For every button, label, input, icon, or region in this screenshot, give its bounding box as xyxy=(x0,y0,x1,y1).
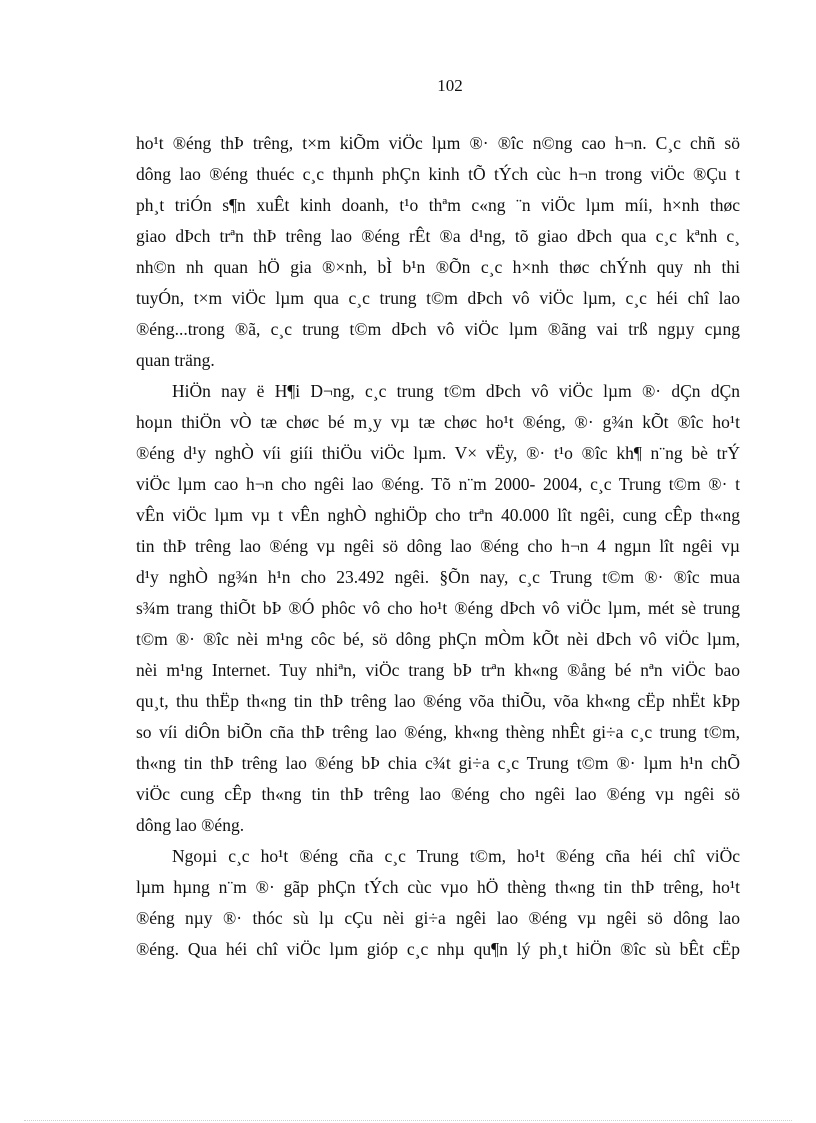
paragraph-3 xyxy=(136,841,740,965)
text-line: ®éng nµy ®· thóc sù lµ cÇu nèi gi÷a ngêi lao ®éng vµ ngêi sö dông lao xyxy=(136,908,740,928)
text-line: dông lao ®éng thuéc c¸c thµnh phÇn kinh tÕ tÝch cùc h¬n trong viÖc ®Çu t xyxy=(136,164,740,184)
text-line: ®éng...trong ®ã, c¸c trung t©m dÞch vô viÖc lµm ®ãng vai trß ngµy cµng xyxy=(136,319,740,339)
text-line: viÖc cung cÊp th«ng tin thÞ trêng lao ®éng cho ngêi lao ®éng vµ ngêi sö xyxy=(136,784,740,804)
text-line: ®éng d¹y nghÒ víi giíi thiÖu viÖc lµm. V× vËy, ®· t¹o ®îc kh¶ n¨ng bè trÝ xyxy=(136,443,740,463)
text-line: nèi m¹ng Internet. Tuy nhiªn, viÖc trang bÞ trªn kh«ng ®ång bé nªn viÖc bao xyxy=(136,660,740,680)
paragraph-1 xyxy=(136,128,740,376)
text-line: Ngoµi c¸c ho¹t ®éng cña c¸c Trung t©m, ho¹t ®éng cña héi chî viÖc xyxy=(172,846,740,866)
page-number: 102 xyxy=(437,76,463,95)
text-line: vÊn viÖc lµm vµ t vÊn nghÒ nghiÖp cho trªn 40.000 lît ngêi, cung cÊp th«ng xyxy=(136,505,740,525)
page-bottom-border xyxy=(24,1120,792,1121)
text-line: tuyÓn, t×m viÖc lµm qua c¸c trung t©m dÞch vô viÖc lµm, c¸c héi chî lao xyxy=(136,288,740,308)
body-text xyxy=(136,128,740,965)
text-line: th«ng tin thÞ trêng lao ®éng bÞ chia c¾t gi÷a c¸c Trung t©m ®· lµm h¹n chÕ xyxy=(136,753,740,773)
text-line: qu¸t, thu thËp th«ng tin thÞ trêng lao ®éng võa thiÕu, võa kh«ng cËp nhËt kÞp xyxy=(136,691,740,711)
text-line: quan träng. xyxy=(136,350,215,370)
text-line: hoµn thiÖn vÒ tæ chøc bé m¸y vµ tæ chøc ho¹t ®éng, ®· g¾n kÕt ®îc ho¹t xyxy=(136,412,740,432)
text-line: viÖc lµm cao h¬n cho ngêi lao ®éng. Tõ n¨m 2000- 2004, c¸c Trung t©m ®· t xyxy=(136,474,740,494)
text-line: d¹y nghÒ ng¾n h¹n cho 23.492 ngêi. §Õn nay, c¸c Trung t©m ®· ®îc mua xyxy=(136,567,740,587)
text-line: lµm hµng n¨m ®· gãp phÇn tÝch cùc vµo hÖ thèng th«ng tin thÞ trêng, ho¹t xyxy=(136,877,740,897)
text-line: t©m ®· ®îc nèi m¹ng côc bé, sö dông phÇn mÒm kÕt nèi dÞch vô viÖc lµm, xyxy=(136,629,740,649)
text-line: giao dÞch trªn thÞ trêng lao ®éng rÊt ®a d¹ng, tõ giao dÞch qua c¸c kªnh c¸ xyxy=(136,226,740,246)
text-line: dông lao ®éng. xyxy=(136,815,245,835)
text-line: nh©n nh quan hÖ gia ®×nh, bÌ b¹n ®Õn c¸c h×nh thøc chÝnh quy nh thi xyxy=(136,257,740,277)
text-line: HiÖn nay ë H¶i D¬ng, c¸c trung t©m dÞch vô viÖc lµm ®· dÇn dÇn xyxy=(172,381,740,401)
text-line: tin thÞ trêng lao ®éng vµ ngêi sö dông lao ®éng cho h¬n 4 ngµn lît ngêi vµ xyxy=(136,536,740,556)
text-line: ®éng. Qua héi chî viÖc lµm gióp c¸c nhµ qu¶n lý ph¸t hiÖn ®îc sù bÊt cËp xyxy=(136,939,740,959)
text-line: so víi diÔn biÕn cña thÞ trêng lao ®éng, kh«ng thèng nhÊt gi÷a c¸c trung t©m, xyxy=(136,722,740,742)
paragraph-2 xyxy=(136,376,740,841)
text-line: s¾m trang thiÕt bÞ ®Ó phôc vô cho ho¹t ®éng dÞch vô viÖc lµm, mét sè trung xyxy=(136,598,740,618)
text-line: ho¹t ®éng thÞ trêng, t×m kiÕm viÖc lµm ®· ®îc n©ng cao h¬n. C¸c chñ sö xyxy=(136,133,740,153)
text-line: ph¸t triÓn s¶n xuÊt kinh doanh, t¹o thªm c«ng ¨n viÖc lµm míi, h×nh thøc xyxy=(136,195,740,215)
